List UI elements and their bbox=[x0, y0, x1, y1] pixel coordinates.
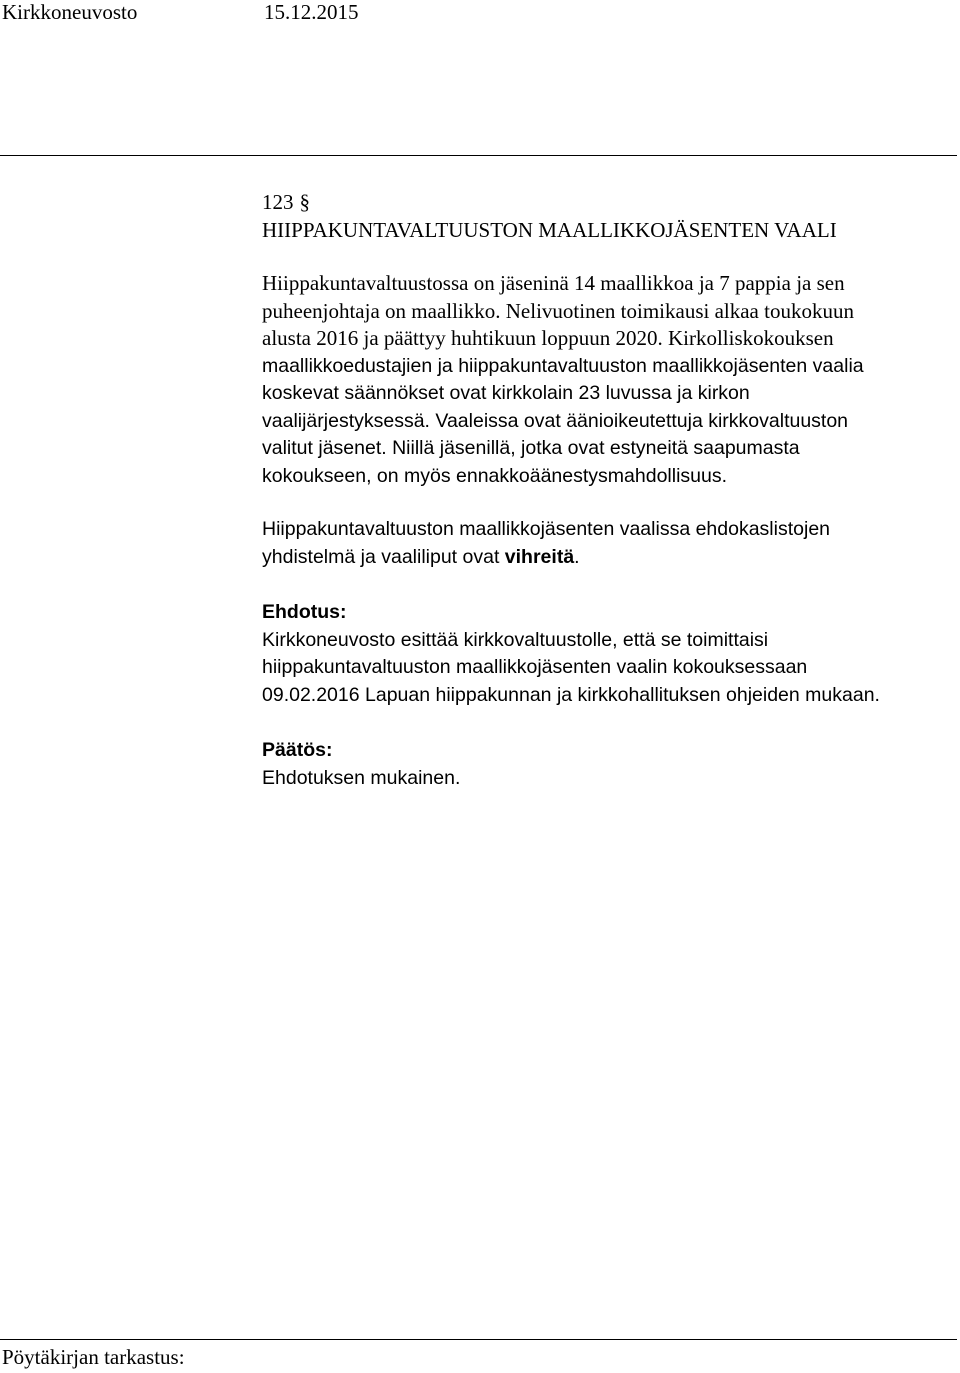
decision-text: Ehdotuksen mukainen. bbox=[262, 766, 461, 789]
page-header bbox=[2, 0, 359, 26]
ballot-text-suffix: . bbox=[574, 545, 580, 568]
proposal-label: Ehdotus: bbox=[262, 601, 347, 623]
proposal-line: 09.02.2016 Lapuan hiippakunnan ja kirkkohallituksen ohjeiden mukaan. bbox=[262, 683, 880, 706]
ballot-text-prefix: yhdistelmä ja vaaliliput ovat bbox=[262, 545, 505, 568]
paragraph-line: valitut jäsenet. Niillä jäsenillä, jotka ovat estyneitä saapumasta bbox=[262, 437, 800, 459]
section-heading-number bbox=[262, 188, 960, 216]
section-number: 123 bbox=[262, 190, 294, 214]
document-body bbox=[262, 188, 960, 792]
spacer bbox=[262, 571, 960, 599]
paragraph-line: kokoukseen, on myös ennakkoäänestysmahdollisuus. bbox=[262, 464, 728, 487]
minutes-review-label: Pöytäkirjan tarkastus: bbox=[2, 1345, 185, 1369]
organization-name: Kirkkoneuvosto bbox=[2, 0, 138, 24]
paragraph-line: Hiippakuntavaltuustossa on jäseninä 14 maallikkoa ja 7 pappia ja sen bbox=[262, 271, 845, 295]
spacer bbox=[262, 709, 960, 737]
meeting-date: 15.12.2015 bbox=[264, 0, 359, 24]
paragraph-line: Hiippakuntavaltuuston maallikkojäsenten vaalissa ehdokaslistojen bbox=[262, 518, 831, 540]
section-title: HIIPPAKUNTAVALTUUSTON MAALLIKKOJÄSENTEN VAALI bbox=[262, 218, 837, 242]
footer-divider bbox=[0, 1339, 957, 1340]
proposal-line: Kirkkoneuvosto esittää kirkkovaltuustolle, että se toimittaisi bbox=[262, 628, 769, 651]
decision-block bbox=[262, 737, 960, 792]
paragraph-line: alusta 2016 ja päättyy huhtikuun loppuun 2020. Kirkolliskokouksen bbox=[262, 326, 834, 350]
spacer bbox=[262, 244, 960, 270]
paragraph-line bbox=[262, 544, 960, 572]
spacer bbox=[262, 490, 960, 516]
proposal-line: hiippakuntavaltuuston maallikkojäsenten vaalin kokouksessaan bbox=[262, 656, 808, 678]
paragraph-line: koskevat säännökset ovat kirkkolain 23 luvussa ja kirkon bbox=[262, 382, 750, 404]
header-divider bbox=[0, 155, 957, 156]
paragraph-line: puheenjohtaja on maallikko. Nelivuotinen toimikausi alkaa toukokuun bbox=[262, 298, 854, 323]
ballot-colour: vihreitä bbox=[504, 545, 575, 568]
paragraph-line: maallikkoedustajien ja hiippakuntavaltuuston maallikkojäsenten vaalia bbox=[262, 354, 864, 377]
paragraph-line: vaalijärjestyksessä. Vaaleissa ovat äänioikeutettuja kirkkovaltuuston bbox=[262, 409, 849, 432]
decision-label: Päätös: bbox=[262, 739, 333, 761]
section-symbol: § bbox=[299, 190, 310, 214]
paragraph-description bbox=[262, 270, 960, 490]
paragraph-ballot-colour bbox=[262, 516, 960, 571]
proposal-block bbox=[262, 599, 960, 709]
